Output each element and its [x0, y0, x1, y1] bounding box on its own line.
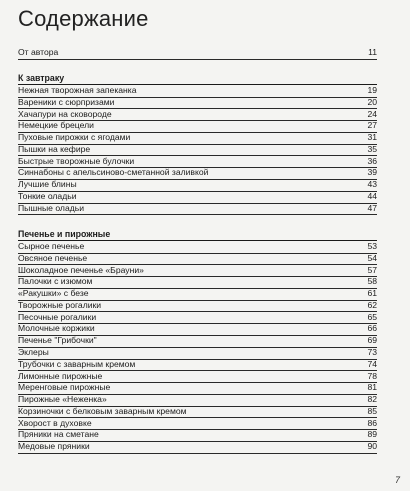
- toc-entry: [18, 144, 377, 157]
- toc-entry-title: Медовые пряники: [18, 441, 90, 452]
- toc-entry-page: 61: [367, 288, 377, 299]
- section-heading: Печенье и пирожные: [18, 228, 377, 241]
- toc-entry-page: 19: [367, 85, 377, 95]
- toc-entry-page: 39: [367, 167, 377, 178]
- toc-entry-title: Овсяное печенье: [18, 252, 88, 263]
- toc-entry-title: Пуховые пирожки с ягодами: [18, 132, 131, 143]
- toc-entry-title: Шоколадное печенье «Брауни»: [18, 264, 144, 275]
- toc-entry-page: 69: [367, 335, 377, 346]
- toc-entry: [18, 132, 377, 145]
- toc-entry: [18, 288, 377, 301]
- toc-entry-title: Пышки на кефире: [18, 143, 91, 154]
- toc-entry: [18, 429, 377, 442]
- toc-entry: [18, 167, 377, 180]
- toc-entry-page: 78: [367, 370, 377, 381]
- toc-entry: [18, 253, 377, 266]
- toc-entry: [18, 323, 377, 336]
- toc-entry-title: Нежная творожная запеканка: [18, 85, 137, 95]
- toc-entry-page: 43: [367, 179, 377, 190]
- toc-entry-page: 35: [367, 143, 377, 154]
- toc-entry-title: Трубочки с заварным кремом: [18, 358, 136, 369]
- toc-entry: [18, 156, 377, 169]
- toc-entry-page: 62: [367, 299, 377, 310]
- toc-entry: [18, 97, 377, 110]
- toc-entry-page: 57: [367, 264, 377, 275]
- toc-entry-page: 74: [367, 358, 377, 369]
- toc-entry: [18, 382, 377, 395]
- toc-entry-page: 11: [368, 47, 377, 57]
- toc-entry: [18, 347, 377, 360]
- toc-entry-page: 73: [367, 347, 377, 358]
- toc-entry-page: 81: [367, 382, 377, 393]
- toc-entry: [18, 85, 377, 98]
- toc-entry-page: 54: [367, 252, 377, 263]
- toc-entry: [18, 241, 377, 254]
- toc-entry-title: Лимонные пирожные: [18, 370, 103, 381]
- toc-entry: [18, 359, 377, 372]
- toc-entry-title: Молочные коржики: [18, 323, 95, 334]
- toc-entry-title: Хворост в духовке: [18, 417, 92, 428]
- toc-entry-intro: [18, 47, 377, 60]
- toc-entry-title: Тонкие оладьи: [18, 191, 77, 202]
- toc-entry: [18, 276, 377, 289]
- toc-entry: [18, 312, 377, 325]
- toc-entry-title: Пирожные «Неженка»: [18, 394, 107, 405]
- toc-entry-title: Палочки с изюмом: [18, 276, 93, 287]
- toc-entry-title: Лучшие блины: [18, 179, 77, 190]
- toc-entry: [18, 406, 377, 419]
- toc-entry-page: 27: [367, 120, 377, 131]
- toc-entry-title: Пышные оладьи: [18, 202, 85, 213]
- toc-entry-page: 65: [367, 311, 377, 322]
- toc-entry-page: 53: [367, 241, 377, 251]
- toc-entry-page: 20: [367, 96, 377, 107]
- toc-entry-title: Творожные рогалики: [18, 299, 102, 310]
- toc-entry: [18, 203, 377, 216]
- toc-entry-title: Быстрые творожные булочки: [18, 155, 135, 166]
- toc-entry: [18, 418, 377, 431]
- toc-entry-page: 85: [367, 405, 377, 416]
- toc-entry-page: 90: [367, 441, 377, 452]
- toc-entry-title: Сырное печенье: [18, 241, 85, 251]
- toc-entry: [18, 120, 377, 133]
- toc-entry-title: От автора: [18, 47, 59, 57]
- toc-entry-page: 36: [367, 155, 377, 166]
- toc-entry-page: 58: [367, 276, 377, 287]
- toc-entry: [18, 179, 377, 192]
- toc-entry: [18, 335, 377, 348]
- toc-entry: [18, 109, 377, 122]
- page-title: Содержание: [18, 6, 149, 31]
- toc-entry-title: «Ракушки» с безе: [18, 288, 89, 299]
- toc-entry-page: 44: [367, 191, 377, 202]
- toc-entry-page: 47: [367, 202, 377, 213]
- toc-entry-title: Хачапури на сковороде: [18, 108, 112, 119]
- toc-entry-title: Меренговые пирожные: [18, 382, 111, 393]
- toc-entry-title: Вареники с сюрпризами: [18, 96, 115, 107]
- toc-entry: [18, 265, 377, 278]
- toc-entry-title: Эклеры: [18, 347, 49, 358]
- toc-entry: [18, 371, 377, 384]
- toc-entry-title: Песочные рогалики: [18, 311, 97, 322]
- toc-entry-page: 89: [367, 429, 377, 440]
- toc-entry-title: Печенье "Грибочки": [18, 335, 97, 346]
- toc-entry: [18, 300, 377, 313]
- toc-entry-title: Синнабоны с апельсиново-сметанной заливкой: [18, 167, 209, 178]
- toc-entry-title: Немецкие брецели: [18, 120, 94, 131]
- toc-entry: [18, 394, 377, 407]
- toc-entry-page: 31: [367, 132, 377, 143]
- page-number: 7: [394, 475, 400, 485]
- toc-entry-page: 66: [367, 323, 377, 334]
- toc-entry-title: Корзиночки с белковым заварным кремом: [18, 405, 187, 416]
- toc-entry-title: Пряники на сметане: [18, 429, 99, 440]
- toc-entry-page: 24: [367, 108, 377, 119]
- toc-entry: [18, 191, 377, 204]
- toc-entry-page: 82: [367, 394, 377, 405]
- section-heading: К завтраку: [18, 72, 377, 85]
- toc-entry: [18, 441, 377, 454]
- toc-entry-page: 86: [367, 417, 377, 428]
